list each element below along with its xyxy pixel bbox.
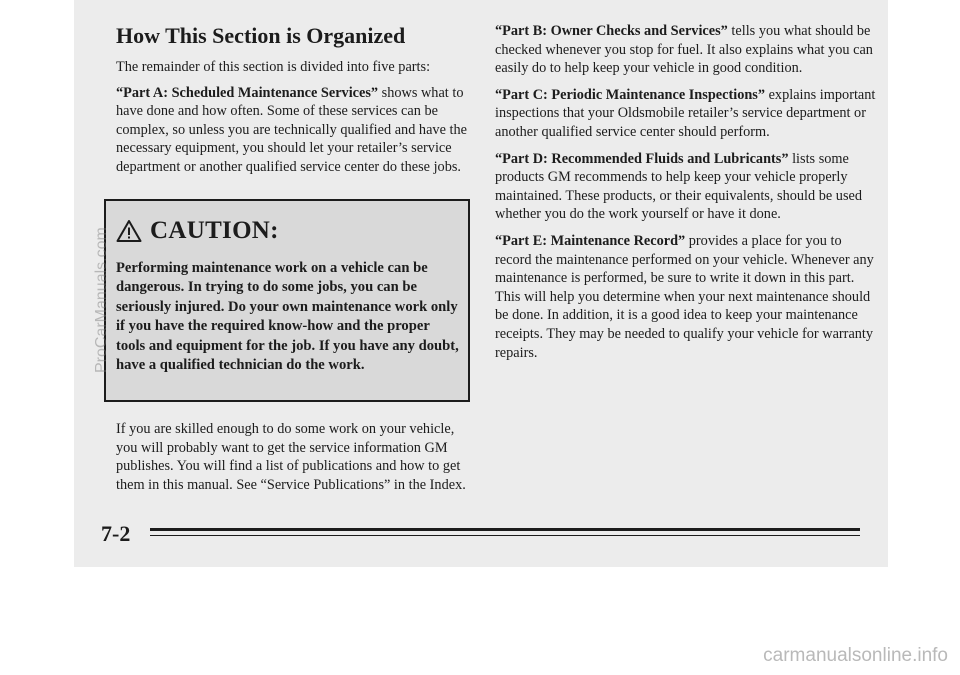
part-d-paragraph	[495, 150, 879, 224]
skilled-paragraph: If you are skilled enough to do some work on your vehicle, you will probably want to get the service information GM publishes. You will find a list of publications and how to get them in this manual. See “Service Publications” in the Index.	[116, 421, 466, 493]
right-column	[495, 22, 879, 370]
part-d-text: lists some products GM recommends to help keep your vehicle properly maintained. These products, or their equivalents, should be used whether you do the work yourself or have it done.	[495, 150, 862, 223]
part-a-paragraph	[116, 84, 472, 177]
part-c-paragraph	[495, 86, 879, 142]
footer-rule-thick	[150, 528, 860, 531]
page-number: 7-2	[101, 521, 131, 546]
part-a-heading: “Part A: Scheduled Maintenance Services”	[116, 84, 379, 101]
part-e-paragraph	[495, 232, 879, 362]
skilled-paragraph-block	[116, 420, 466, 502]
warning-triangle-icon	[116, 219, 142, 243]
vertical-watermark: ProCarManuals.com	[93, 227, 110, 373]
intro-paragraph: The remainder of this section is divided into five parts:	[116, 59, 431, 75]
caution-text: Performing maintenance work on a vehicle can be dangerous. In trying to do some jobs, you can be seriously injured. Do your own maintenance work only if you have the required know-how and the proper tools and equipment for the job. If you have any doubt, have a qualified technician do the work.	[116, 260, 459, 374]
caution-box	[104, 199, 470, 402]
caution-header	[116, 217, 279, 245]
part-b-text: tells you what should be checked whenever you stop for fuel. It also explains what you can easily do to help keep your vehicle in good condition.	[495, 23, 873, 77]
part-c-text: explains important inspections that your Oldsmobile retailer’s service department or another qualified service center should perform.	[495, 86, 876, 140]
part-d-heading: “Part D: Recommended Fluids and Lubricants”	[495, 150, 789, 167]
caution-label: CAUTION:	[150, 217, 279, 244]
part-b-paragraph	[495, 22, 879, 78]
part-a-text: shows what to have done and how often. Some of these services can be complex, so unless you are technically qualified and have the necessary equipment, you should let your retailer’s service department or another qualified service center do these jobs.	[116, 84, 467, 175]
left-column	[116, 22, 472, 185]
section-title: How This Section is Organized	[116, 23, 406, 48]
footer-rule-thin	[150, 535, 860, 536]
site-watermark: carmanualsonline.info	[763, 645, 948, 666]
part-c-heading: “Part C: Periodic Maintenance Inspections”	[495, 86, 766, 103]
part-e-heading: “Part E: Maintenance Record”	[495, 232, 686, 249]
part-b-heading: “Part B: Owner Checks and Services”	[495, 23, 728, 39]
part-e-text: provides a place for you to record the maintenance performed on your vehicle. Whenever any maintenance is performed, be sure to write it down in this part. This will help you determine when your next maintenance should be done. In addition, it is a good idea to keep your maintenance receipts. They may be needed to qualify your vehicle for warranty repairs.	[495, 232, 874, 361]
